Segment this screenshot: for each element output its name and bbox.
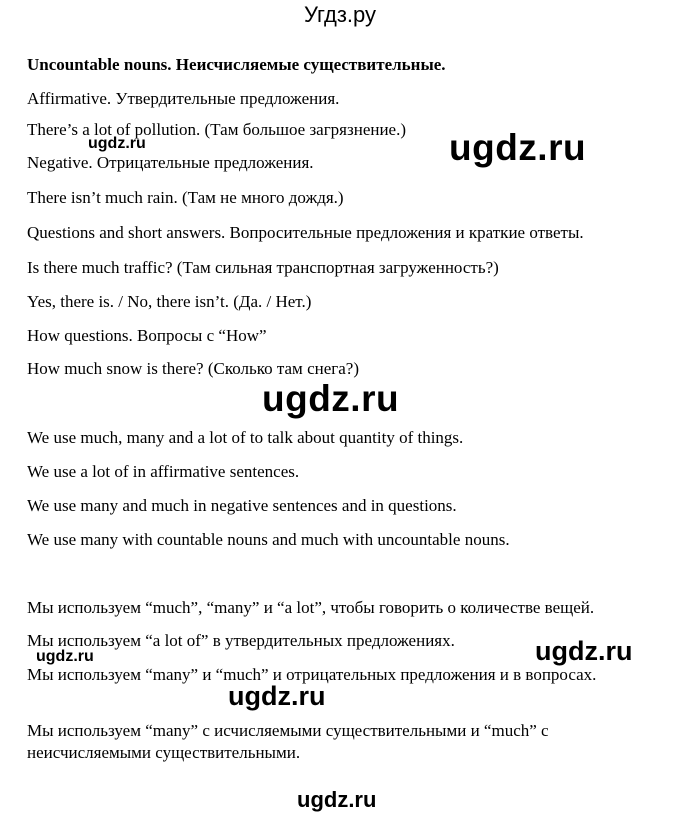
watermark-small-top: ugdz.ru — [88, 135, 146, 152]
text-line-affirmative: Affirmative. Утвердительные предложения. — [27, 89, 340, 108]
text-line-rule-3: We use many and much in negative sentences and in questions. — [27, 496, 457, 515]
text-line-how-example: How much snow is there? (Сколько там снега?) — [27, 359, 359, 378]
text-line-negative-example: There isn’t much rain. (Там не много дождя.) — [27, 188, 344, 207]
watermark-mid-bottom: ugdz.ru — [228, 681, 326, 711]
site-title: Угдз.ру — [303, 2, 377, 27]
text-line-rule-2: We use a lot of in affirmative sentences. — [27, 462, 300, 481]
watermark-top-right: ugdz.ru — [449, 127, 587, 168]
watermark-footer: ugdz.ru — [297, 787, 377, 812]
text-line-ru-rule-2: Мы используем “a lot of” в утвердительных предложениях. — [27, 631, 455, 650]
text-line-questions: Questions and short answers. Вопросительные предложения и краткие ответы. — [27, 223, 584, 242]
watermark-center: ugdz.ru — [262, 378, 400, 419]
text-line-rule-4: We use many with countable nouns and much with uncountable nouns. — [27, 530, 510, 549]
watermark-small-bottom: ugdz.ru — [36, 648, 94, 665]
text-line-question-example: Is there much traffic? (Там сильная транспортная загруженность?) — [27, 258, 499, 277]
text-line-ru-rule-1: Мы используем “much”, “many” и “a lot”, чтобы говорить о количестве вещей. — [27, 598, 595, 617]
watermark-right-bottom: ugdz.ru — [535, 636, 633, 666]
text-line-affirmative-example: There’s a lot of pollution. (Там большое загрязнение.) — [27, 120, 407, 139]
text-line-short-answers: Yes, there is. / No, there isn’t. (Да. / Нет.) — [27, 292, 312, 311]
text-line-ru-rule-4: Мы используем “many” с исчисляемыми существительными и “much” с неисчисляемыми существительными. — [27, 721, 549, 762]
text-line-rule-1: We use much, many and a lot of to talk about quantity of things. — [27, 428, 464, 447]
section-heading: Uncountable nouns. Неисчисляемые существительные. — [27, 55, 446, 74]
text-line-how-questions: How questions. Вопросы с “How” — [27, 326, 267, 345]
text-line-ru-rule-3: Мы используем “many” и “much” и отрицательных предложения и в вопросах. — [27, 665, 597, 684]
text-line-negative: Negative. Отрицательные предложения. — [27, 153, 314, 172]
